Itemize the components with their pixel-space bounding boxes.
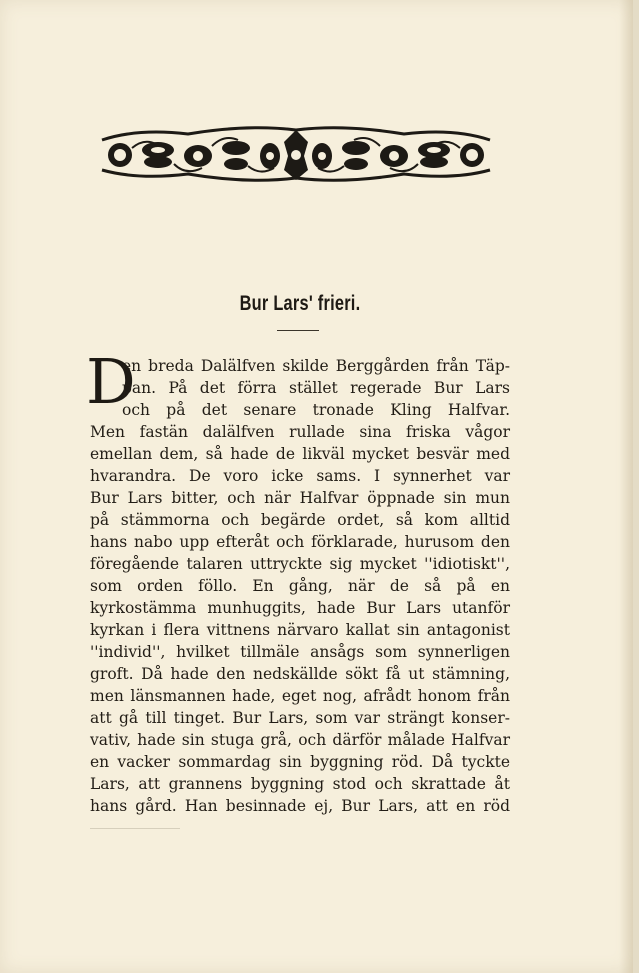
text-line: Bur Lars bitter, och när Halfvar öppnade sin mun (90, 489, 510, 507)
text-line: hans gård. Han besinnade ej, Bur Lars, att en röd (90, 797, 510, 815)
text-line: en vacker sommardag sin byggning röd. Då tyckte (90, 753, 510, 771)
text-line: Men fastän dalälfven rullade sina friska vågor (90, 423, 510, 441)
text-line: hvarandra. De voro icke sams. I synnerhet var (90, 467, 510, 485)
text-line: och på det senare tronade Kling Halfvar. (122, 401, 510, 419)
text-line: som orden föllo. En gång, när de så på en (90, 577, 510, 595)
text-line: pan. På det förra stället regerade Bur Lars (122, 379, 510, 397)
text-line: groft. Då hade den nedskällde sökt få ut stämning, (90, 665, 510, 683)
text-line: på stämmorna och begärde ordet, så kom alltid (90, 511, 510, 529)
text-line: ''individ'', hvilket tillmäle ansågs som synnerligen (90, 643, 510, 661)
text-line: vativ, hade sin stuga grå, och därför målade Halfvar (90, 731, 510, 749)
text-line: en breda Dalälfven skilde Berggården från Täp- (122, 357, 510, 375)
text-line: kyrkostämma munhuggits, hade Bur Lars utanför (90, 599, 510, 617)
text-line: hans nabo upp efteråt och förklarade, hurusom den (90, 533, 510, 551)
drop-cap: D (86, 345, 136, 418)
print-smudge (90, 828, 180, 829)
page-edge-shadow (619, 0, 633, 973)
chapter-title: Bur Lars' frieri. (239, 292, 361, 315)
title-divider (277, 330, 319, 331)
text-line: Lars, att grannens byggning stod och skrattade åt (90, 775, 510, 793)
text-line: emellan dem, så hade de likväl mycket besvär med (90, 445, 510, 463)
floral-ornament-icon (98, 120, 494, 188)
text-line: men länsmannen hade, eget nog, afrådt honom från (90, 687, 510, 705)
text-line: att gå till tinget. Bur Lars, som var strängt konser- (90, 709, 510, 727)
text-line: föregående talaren uttryckte sig mycket ''idiotiskt'', (90, 555, 510, 573)
text-line: kyrkan i flera vittnens närvaro kallat sin antagonist (90, 621, 510, 639)
